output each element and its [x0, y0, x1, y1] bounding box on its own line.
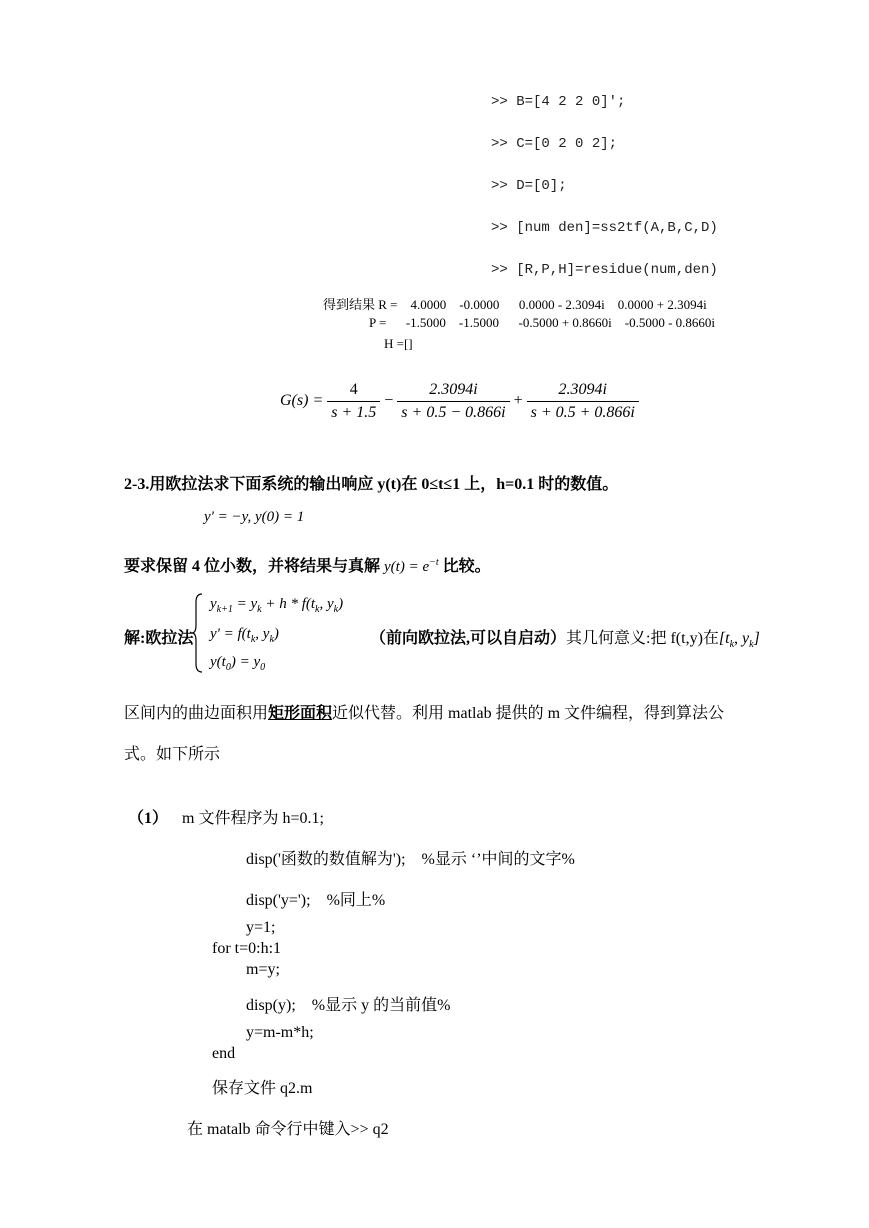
solution-label: 解:欧拉法 [124, 630, 194, 647]
formula-op-2: + [513, 392, 523, 410]
program-line-4: for t=0:h:1 [212, 940, 282, 957]
term-1-denominator: s + 1.5 [331, 404, 377, 421]
program-final-instruction: 在 matalb 命令行中键入>> q2 [187, 1121, 389, 1138]
program-item [128, 805, 324, 828]
program-line-6: disp(y); %显示 y 的当前值% [246, 997, 451, 1014]
command-line-1: >> B=[4 2 2 0]'; [491, 94, 626, 110]
program-line-9: 保存文件 q2.m [212, 1080, 313, 1097]
program-line-3: y=1; [246, 919, 276, 936]
formula-op-1: − [384, 392, 394, 410]
euler-equation-3: $y(t_0) = y_0$ [210, 654, 266, 673]
euler-equation-2: $y' = f(t_k$, $y_k$) [210, 626, 279, 645]
true-solution-exponent: −t [429, 557, 439, 568]
formula-term-2 [397, 381, 509, 422]
program-line-5: m=y; [246, 961, 280, 978]
formula-term-1 [327, 381, 380, 422]
requirement-text-a: 要求保留 4 位小数，并将结果与真解 [124, 558, 381, 575]
result-p-line: P = -1.5000 -1.5000 -0.5000 + 0.8660i -0.5000 - 0.8660i [369, 315, 716, 330]
command-line-5: >> [R,P,H]=residue(num,den) [491, 262, 718, 278]
solution-note [370, 625, 760, 650]
euler-equation-1: $y_{k+1} = y_k + h * f(t_k$, $y_k$) [210, 596, 344, 615]
result-r-values: R = 4.0000 -0.0000 0.0000 - 2.3094i 0.0000 + 2.3094i [378, 297, 707, 312]
command-line-3: >> D=[0]; [491, 178, 567, 194]
paragraph-text-a: 区间内的曲边面积用 [124, 705, 269, 722]
term-1-numerator: 4 [327, 381, 380, 402]
paragraph-underlined-text: 矩形面积 [268, 705, 333, 722]
program-line-8: end [212, 1045, 236, 1062]
true-solution-eq [384, 559, 439, 575]
note-interval: [$t_k$, $y_k$] [718, 630, 760, 651]
result-r-line [323, 294, 707, 313]
solution-paragraph-line-1 [124, 700, 724, 723]
problem-heading: 2-3.用欧拉法求下面系统的输出响应 y(t)在 0≤t≤1 上，h=0.1 时的数值。 [124, 476, 619, 493]
program-item-text: m 文件程序为 h=0.1; [182, 810, 324, 827]
term-3-numerator: 2.3094i [527, 381, 639, 402]
program-line-7: y=m-m*h; [246, 1024, 314, 1041]
program-line-2: disp('y='); %同上% [246, 892, 386, 909]
program-item-number: （1） [128, 810, 169, 827]
command-line-2: >> C=[0 2 0 2]; [491, 136, 618, 152]
result-label: 得到结果 [323, 297, 376, 312]
equation-brace [192, 592, 204, 674]
solution-paragraph-line-2: 式。如下所示 [124, 746, 221, 763]
command-line-4: >> [num den]=ss2tf(A,B,C,D) [491, 220, 718, 236]
requirement-text-b: 比较。 [442, 558, 491, 575]
paragraph-text-b: 近似代替。利用 matlab 提供的 m 文件编程，得到算法公 [332, 705, 725, 722]
problem-requirement [124, 553, 491, 576]
formula-lhs: G(s) = [280, 392, 324, 410]
program-line-1: disp('函数的数值解为'); %显示 ‘’中间的文字% [246, 851, 575, 868]
term-2-numerator: 2.3094i [397, 381, 509, 402]
result-h-line: H =[] [384, 336, 413, 351]
term-2-denominator: s + 0.5 − 0.866i [401, 404, 506, 421]
problem-ode: y' = −y, y(0) = 1 [204, 509, 305, 525]
true-solution-base: y(t) = e [384, 559, 430, 575]
term-3-denominator: s + 0.5 + 0.866i [530, 404, 635, 421]
formula-term-3 [527, 381, 639, 422]
note-text: 其几何意义:把 f(t,y)在 [566, 630, 719, 647]
note-bold-text: （前向欧拉法,可以自启动） [370, 630, 567, 647]
transfer-function-formula [280, 381, 639, 422]
